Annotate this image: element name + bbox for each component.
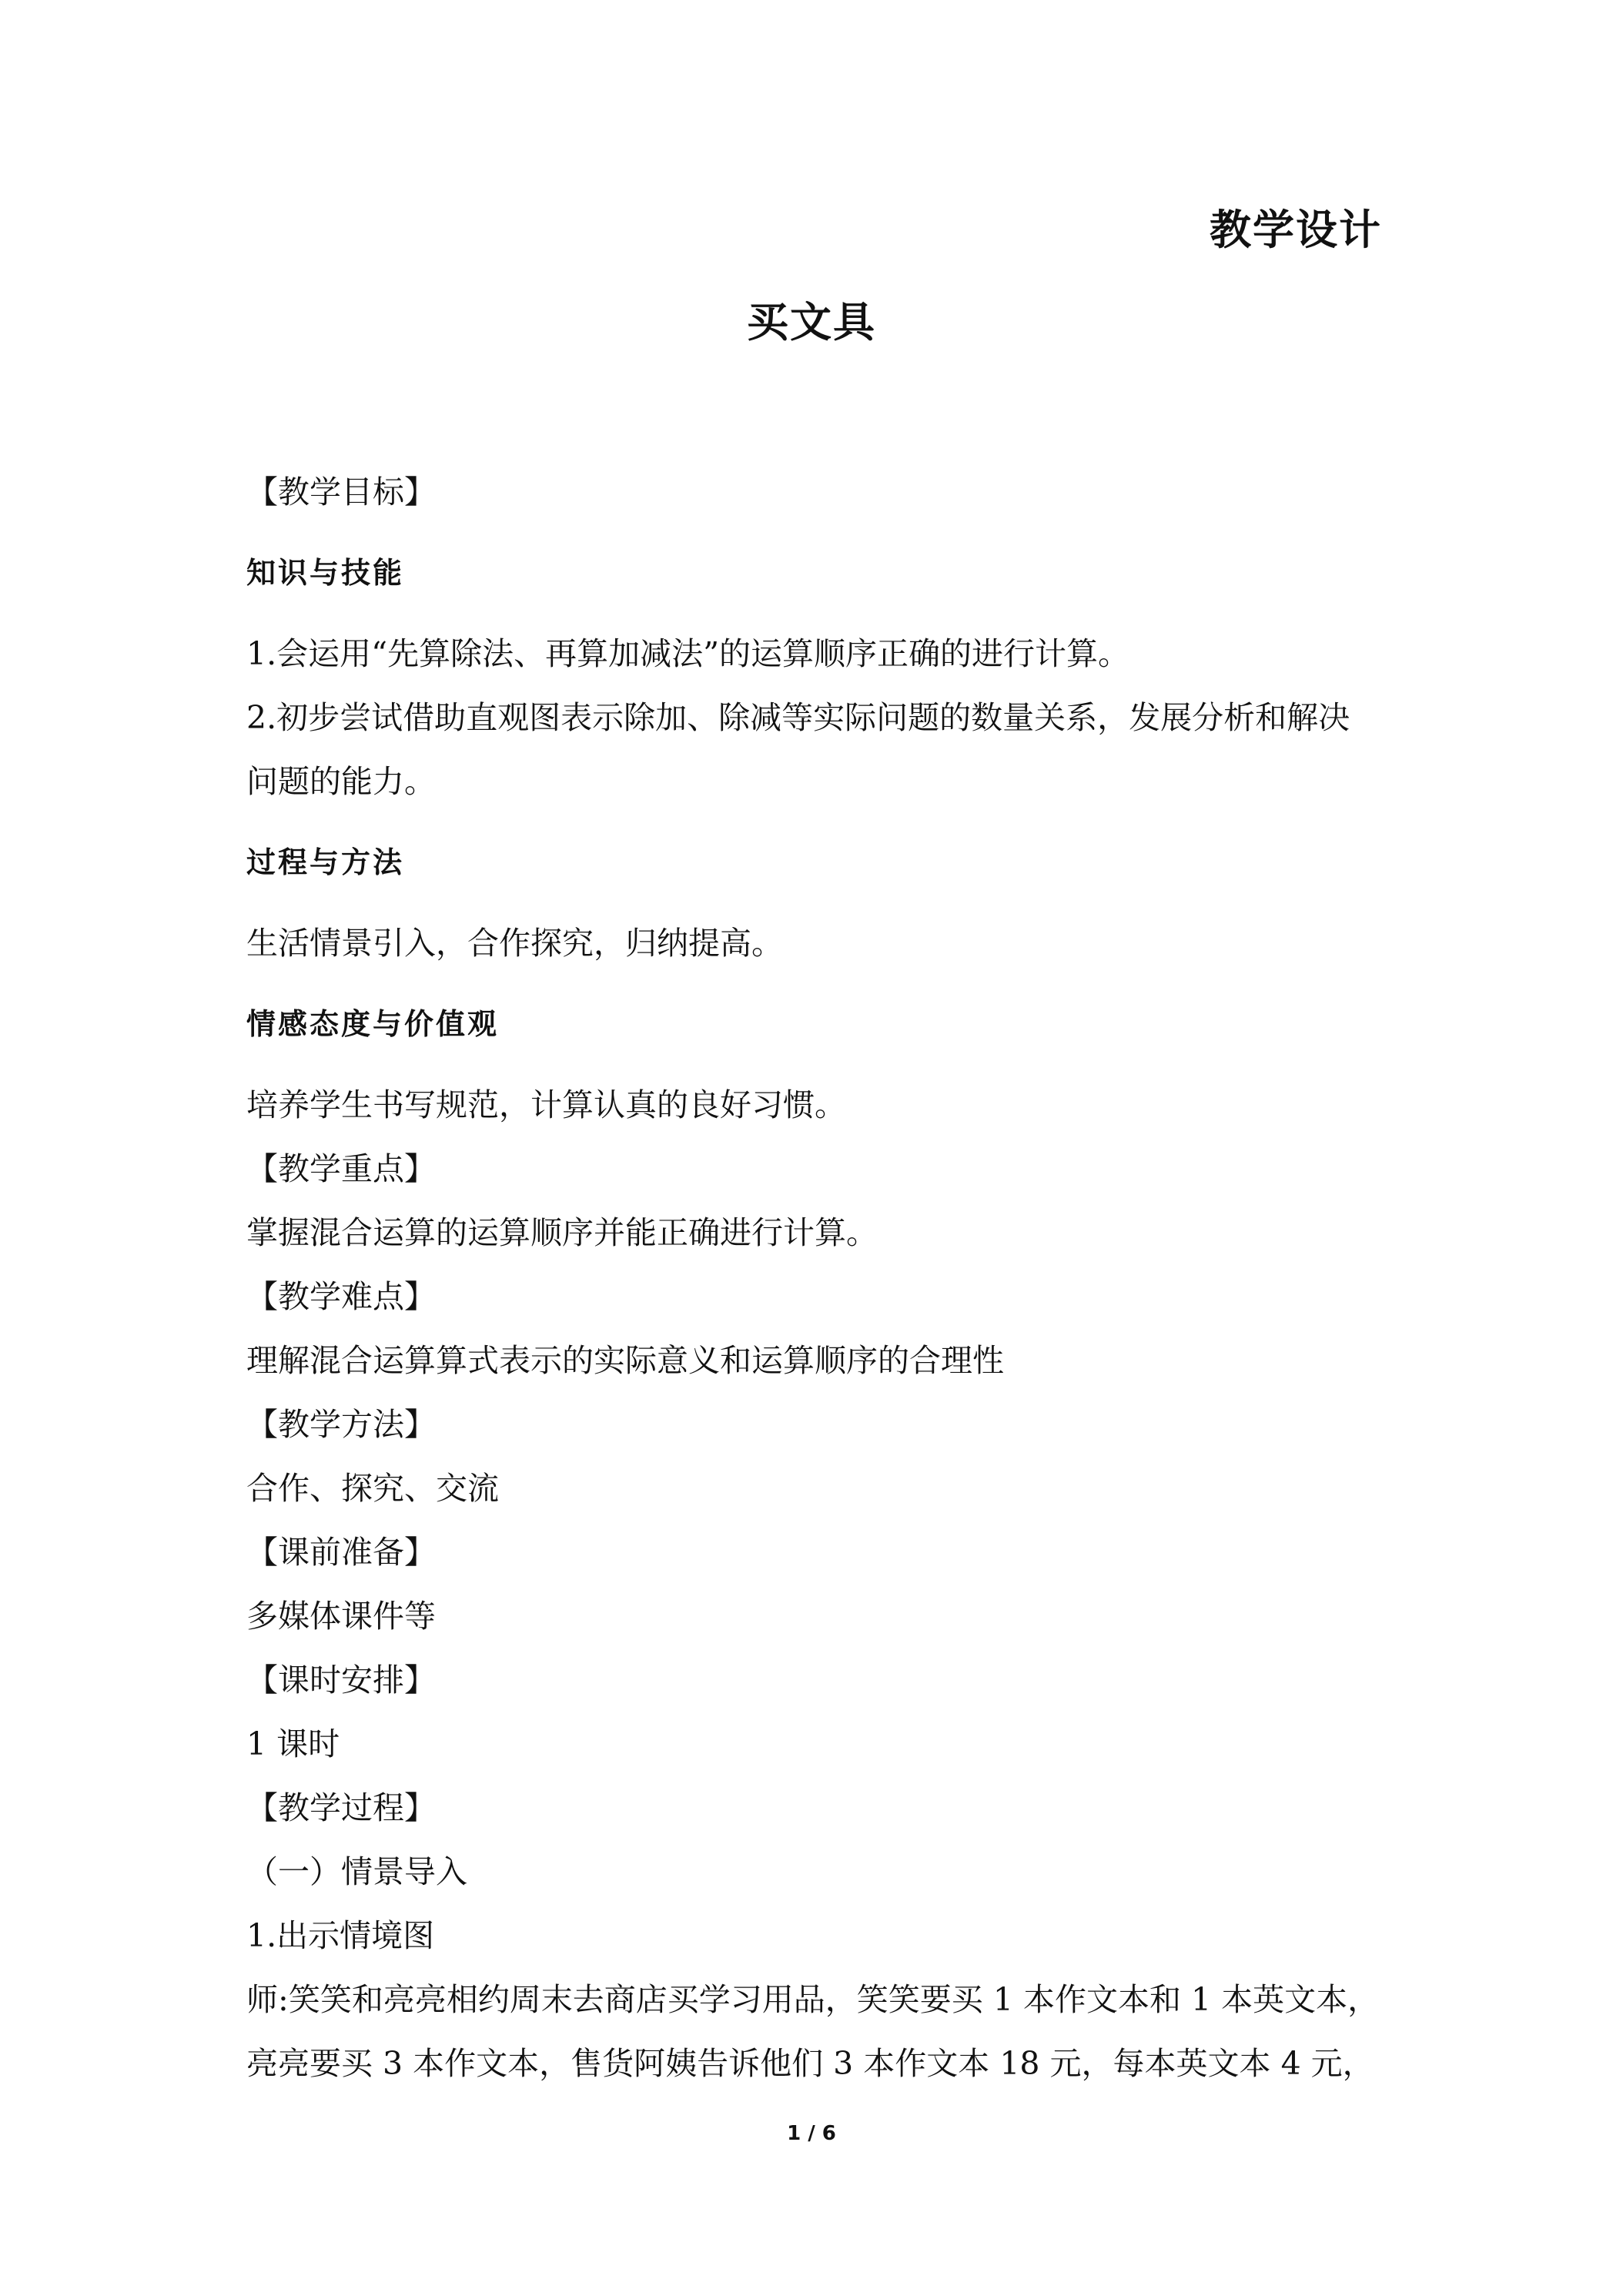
teacher-line-1: 师:笑笑和亮亮相约周末去商店买学习用品，笑笑要买 1 本作文本和 1 本英文本， [246,1981,1380,2018]
prep-heading: 【课前准备】 [246,1534,436,1571]
header-title: 教学设计 [1210,206,1382,254]
prep-text: 多媒体课件等 [246,1598,436,1635]
emotion-text: 培养学生书写规范，计算认真的良好习惯。 [246,1086,846,1123]
step-1: 1.出示情境图 [246,1917,435,1954]
teacher-line-2: 亮亮要买 3 本作文本，售货阿姨告诉他们 3 本作文本 18 元，每本英文本 4 元， [246,2045,1374,2082]
knowledge-item-2-line-1: 2.初步尝试借助直观图表示除加、除减等实际问题的数量关系，发展分析和解决 [246,699,1350,736]
knowledge-item-2-line-2: 问题的能力。 [246,763,436,800]
schedule-text: 1 课时 [246,1725,340,1762]
knowledge-item-1: 1.会运用“先算除法、再算加减法”的运算顺序正确的进行计算。 [246,635,1130,672]
document-body [246,460,1382,2096]
objectives-heading: 【教学目标】 [246,474,436,510]
page-title: 买文具 [747,298,876,346]
method-heading: 【教学方法】 [246,1406,436,1443]
teaching-process-heading: 【教学过程】 [246,1789,436,1826]
section-heading-1: （一）情景导入 [246,1853,467,1890]
process-method-text: 生活情景引入，合作探究，归纳提高。 [246,925,783,962]
method-text: 合作、探究、交流 [246,1470,499,1507]
schedule-heading: 【课时安排】 [246,1662,436,1699]
page-number: 1 / 6 [787,2122,836,2145]
process-method-heading: 过程与方法 [246,845,405,879]
knowledge-heading: 知识与技能 [246,556,405,590]
difficulty-heading: 【教学难点】 [246,1278,436,1315]
difficulty-text: 理解混合运算算式表示的实际意义和运算顺序的合理性 [246,1342,1004,1379]
key-point-heading: 【教学重点】 [246,1150,436,1187]
key-point-text: 掌握混合运算的运算顺序并能正确进行计算。 [246,1214,878,1251]
emotion-heading: 情感态度与价值观 [246,1007,500,1041]
